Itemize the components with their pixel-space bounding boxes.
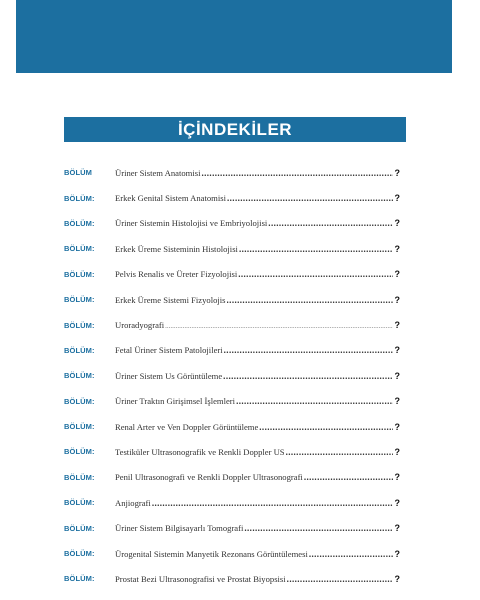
dot-leader	[227, 193, 393, 203]
chapter-title: Üriner Traktın Girişimsel İşlemleri	[115, 396, 236, 407]
dot-leader	[244, 523, 392, 533]
dot-leader	[201, 168, 392, 178]
page-number: ?	[394, 523, 400, 534]
chapter-title-line	[115, 422, 400, 432]
chapter-label: BÖLÜM:	[64, 396, 95, 406]
chapter-title: Üriner Sistem Anatomisi	[115, 167, 201, 178]
chapter-label: BÖLÜM:	[64, 422, 95, 432]
toc-entry[interactable]	[64, 414, 400, 439]
chapter-label: BÖLÜM:	[64, 549, 95, 559]
chapter-label: BÖLÜM:	[64, 269, 95, 279]
toc-entry[interactable]	[64, 211, 400, 236]
chapter-title: Erkek Üreme Sisteminin Histolojisi	[115, 243, 238, 254]
page-number: ?	[394, 370, 400, 381]
chapter-label: BÖLÜM:	[64, 193, 95, 203]
chapter-title-line	[115, 498, 400, 508]
chapter-title-line	[115, 574, 400, 584]
page-number: ?	[394, 193, 400, 204]
chapter-label: BÖLÜM:	[64, 447, 95, 457]
chapter-title: Renal Arter ve Ven Doppler Görüntüleme	[115, 421, 259, 432]
toc-entry[interactable]	[64, 363, 400, 388]
chapter-label: BÖLÜM:	[64, 244, 95, 254]
page-number: ?	[394, 573, 400, 584]
dot-leader	[304, 472, 393, 482]
page-number: ?	[394, 269, 400, 280]
chapter-title-line	[115, 396, 400, 406]
dot-leader	[268, 218, 392, 228]
chapter-title-line	[115, 193, 400, 203]
chapter-title-line	[115, 269, 400, 279]
chapter-label: BÖLÜM:	[64, 371, 95, 381]
page-number: ?	[394, 167, 400, 178]
chapter-title: Penil Ultrasonografi ve Renkli Doppler Ultrasonografi	[115, 472, 303, 483]
chapter-title-line	[115, 472, 400, 482]
toc-entry[interactable]	[64, 465, 400, 490]
chapter-label: BÖLÜM:	[64, 523, 95, 533]
dot-leader	[238, 269, 392, 279]
toc-entry[interactable]	[64, 338, 400, 363]
dot-leader	[223, 371, 392, 381]
chapter-label: BÖLÜM	[64, 168, 92, 178]
toc-entry[interactable]	[64, 236, 400, 261]
toc-entry[interactable]	[64, 566, 400, 591]
dot-leader	[309, 549, 393, 559]
toc-entry[interactable]	[64, 490, 400, 515]
page-number: ?	[394, 243, 400, 254]
dot-leader	[165, 322, 392, 330]
toc-entry[interactable]	[64, 439, 400, 464]
toc-entry[interactable]	[64, 541, 400, 566]
dot-leader	[227, 295, 393, 305]
page-title: İÇİNDEKİLER	[64, 117, 406, 142]
toc-entry[interactable]	[64, 312, 400, 337]
chapter-title-line	[115, 295, 400, 305]
chapter-label: BÖLÜM:	[64, 295, 95, 305]
chapter-title-line	[115, 549, 400, 559]
page-number: ?	[394, 446, 400, 457]
chapter-title-line	[115, 244, 400, 254]
chapter-title-line	[115, 345, 400, 355]
chapter-title-line	[115, 320, 400, 330]
chapter-title-line	[115, 371, 400, 381]
page-number: ?	[394, 497, 400, 508]
chapter-title: Erkek Genital Sistem Anatomisi	[115, 193, 226, 204]
page-number: ?	[394, 421, 400, 432]
dot-leader	[224, 345, 393, 355]
dot-leader	[286, 447, 393, 457]
header-band	[16, 0, 452, 73]
chapter-title-line	[115, 218, 400, 228]
chapter-title: Üriner Sistem Bilgisayarlı Tomografi	[115, 523, 244, 534]
chapter-title-line	[115, 168, 400, 178]
table-of-contents	[64, 160, 400, 592]
toc-entry[interactable]	[64, 389, 400, 414]
chapter-title: Uroradyografi	[115, 320, 165, 331]
chapter-label: BÖLÜM:	[64, 472, 95, 482]
toc-entry[interactable]	[64, 515, 400, 540]
chapter-title-line	[115, 523, 400, 533]
dot-leader	[152, 498, 393, 508]
page-number: ?	[394, 294, 400, 305]
chapter-label: BÖLÜM:	[64, 498, 95, 508]
dot-leader	[287, 574, 393, 584]
chapter-title: Erkek Üreme Sistemi Fizyolojis	[115, 294, 226, 305]
chapter-title: Prostat Bezi Ultrasonografisi ve Prostat Biyopsisi	[115, 573, 286, 584]
toc-entry[interactable]	[64, 160, 400, 185]
chapter-label: BÖLÜM:	[64, 345, 95, 355]
page-number: ?	[394, 320, 400, 331]
dot-leader	[239, 244, 393, 254]
chapter-title-line	[115, 447, 400, 457]
chapter-title: Üriner Sistem Us Görüntüleme	[115, 370, 223, 381]
page-number: ?	[394, 472, 400, 483]
chapter-label: BÖLÜM:	[64, 320, 95, 330]
dot-leader	[236, 396, 392, 406]
chapter-title: Üriner Sistemin Histolojisi ve Embriyolojisi	[115, 218, 268, 229]
page-number: ?	[394, 345, 400, 356]
toc-entry[interactable]	[64, 185, 400, 210]
page-number: ?	[394, 218, 400, 229]
chapter-title: Ürogenital Sistemin Manyetik Rezonans Görüntülemesi	[115, 548, 308, 559]
toc-entry[interactable]	[64, 287, 400, 312]
page-number: ?	[394, 548, 400, 559]
page-number: ?	[394, 396, 400, 407]
toc-entry[interactable]	[64, 262, 400, 287]
chapter-title: Anjiografi	[115, 497, 151, 508]
chapter-title: Testiküler Ultrasonografik ve Renkli Doppler US	[115, 446, 285, 457]
chapter-title: Pelvis Renalis ve Üreter Fizyolojisi	[115, 269, 238, 280]
chapter-label: BÖLÜM:	[64, 218, 95, 228]
chapter-label: BÖLÜM:	[64, 574, 95, 584]
chapter-title: Fetal Üriner Sistem Patolojileri	[115, 345, 223, 356]
dot-leader	[259, 422, 392, 432]
